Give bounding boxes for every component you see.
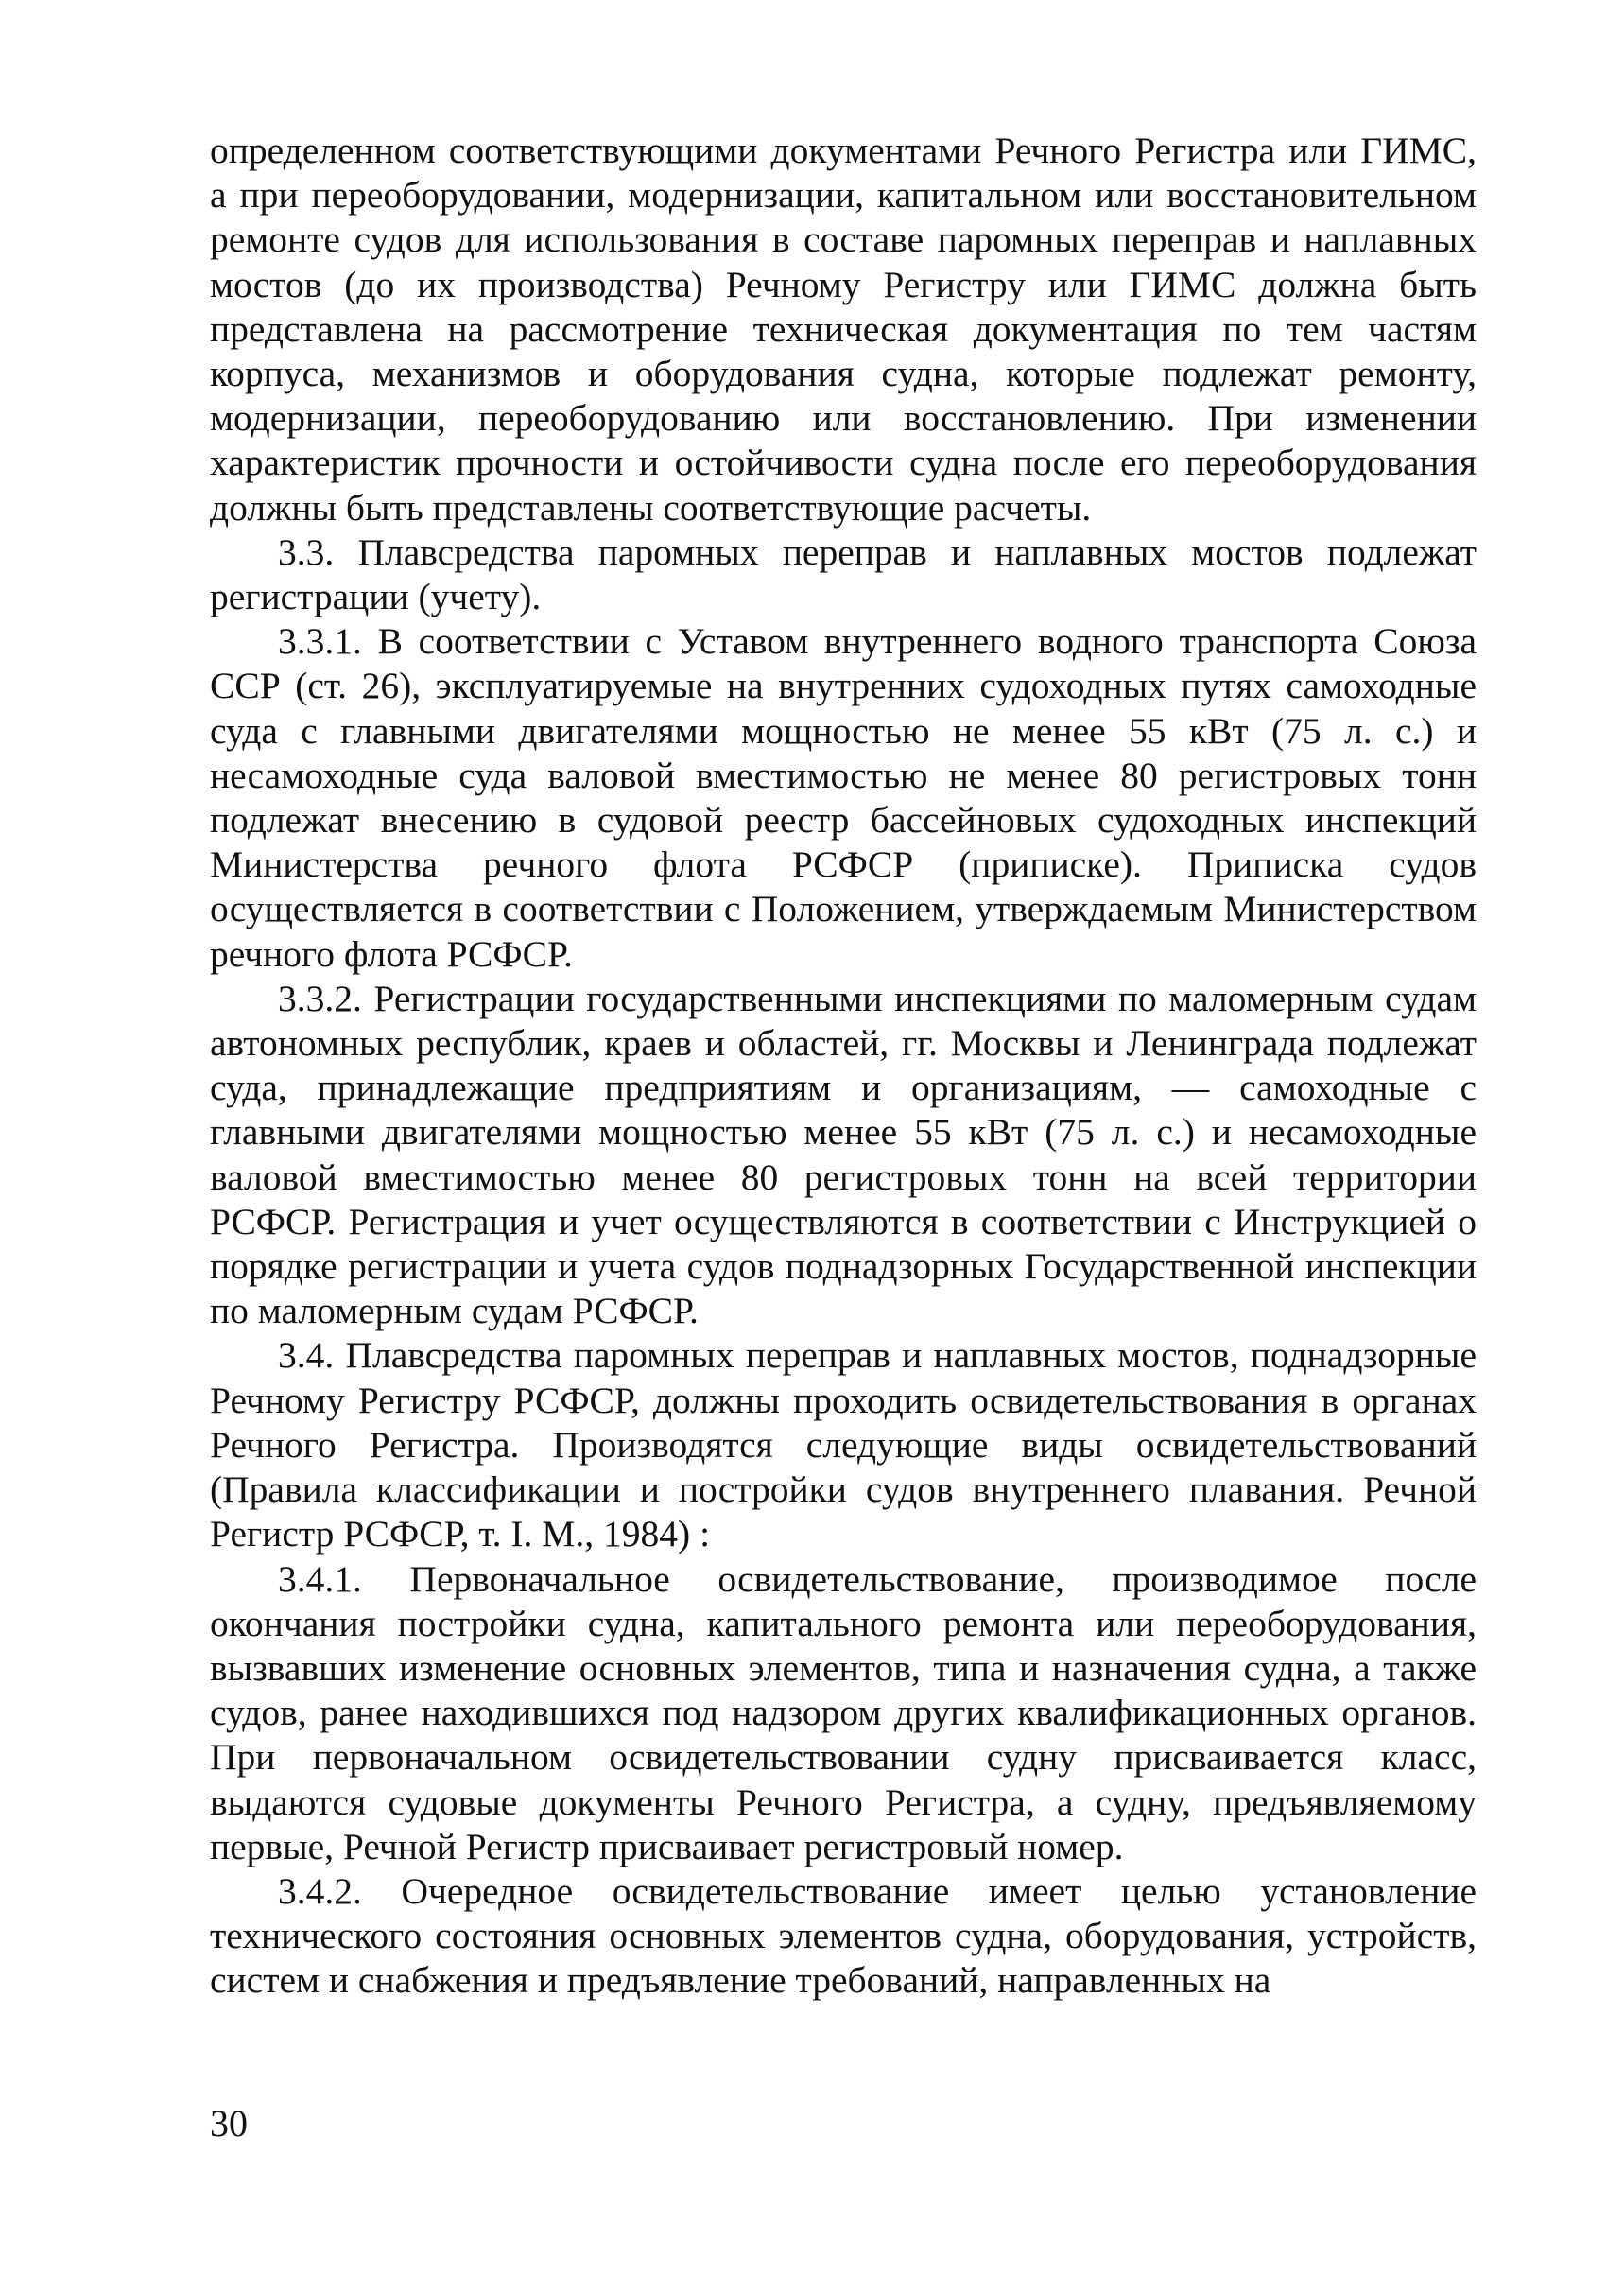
paragraph-3-3: 3.3. Плавсредства паромных переправ и наплавных мостов подлежат регистрации (учету).	[210, 530, 1477, 618]
paragraph-continuation: определенном соответствующими документами Речного Регистра или ГИМС, а при переоборудовании, модернизации, капитальном или восстановительном ремонте судов для использования в составе паромных переправ и наплавных мостов (до их производства) Речному Регистру или ГИМС должна быть представлена на рассмотрение техническая документация по тем частям корпуса, механизмов и оборудования судна, которые подлежат ремонту, модернизации, переоборудованию или восстановлению. При изменении характеристик прочности и остойчивости судна после его переоборудования должны быть представлены соответствующие расчеты.	[210, 130, 1477, 529]
paragraph-3-4-2: 3.4.2. Очередное освидетельствование имеет целью установление технического состояния основных элементов судна, оборудования, устройств, систем и снабжения и предъявление требований, направленных на	[210, 1869, 1477, 2002]
body-text	[210, 129, 1477, 2004]
paragraph-3-4: 3.4. Плавсредства паромных переправ и наплавных мостов, поднадзорные Речному Регистру РСФСР, должны проходить освидетельствования в органах Речного Регистра. Производятся следующие виды освидетельствований (Правила классификации и постройки судов внутреннего плавания. Речной Регистр РСФСР, т. I. М., 1984) :	[210, 1334, 1477, 1555]
paragraph-3-3-1: 3.3.1. В соответствии с Уставом внутреннего водного транспорта Союза ССР (ст. 26), эксплуатируемые на внутренних судоходных путях самоходные суда с главными двигателями мощностью не менее 55 кВт (75 л. с.) и несамоходные суда валовой вместимостью не менее 80 регистровых тонн подлежат внесению в судовой реестр бассейновых судоходных инспекций Министерства речного флота РСФСР (приписке). Приписка судов осуществляется в соответствии с Положением, утверждаемым Министерством речного флота РСФСР.	[210, 620, 1477, 975]
paragraph-3-3-2: 3.3.2. Регистрации государственными инспекциями по маломерным судам автономных республик, краев и областей, гг. Москвы и Ленинграда подлежат суда, принадлежащие предприятиям и организациям, — самоходные с главными двигателями мощностью менее 55 кВт (75 л. с.) и несамоходные валовой вместимостью менее 80 регистровых тонн на всей территории РСФСР. Регистрация и учет осуществляются в соответствии с Инструкцией о порядке регистрации и учета судов поднадзорных Государственной инспекции по маломерным судам РСФСР.	[210, 977, 1477, 1332]
page-number: 30	[210, 2102, 248, 2145]
paragraph-3-4-1: 3.4.1. Первоначальное освидетельствование, производимое после окончания постройки судна, капитального ремонта или переоборудования, вызвавших изменение основных элементов, типа и назначения судна, а также судов, ранее находившихся под надзором других квалификационных органов. При первоначальном освидетельствовании судну присваивается класс, выдаются судовые документы Речного Регистра, а судну, предъявляемому первые, Речной Регистр присваивает регистровый номер.	[210, 1557, 1477, 1867]
